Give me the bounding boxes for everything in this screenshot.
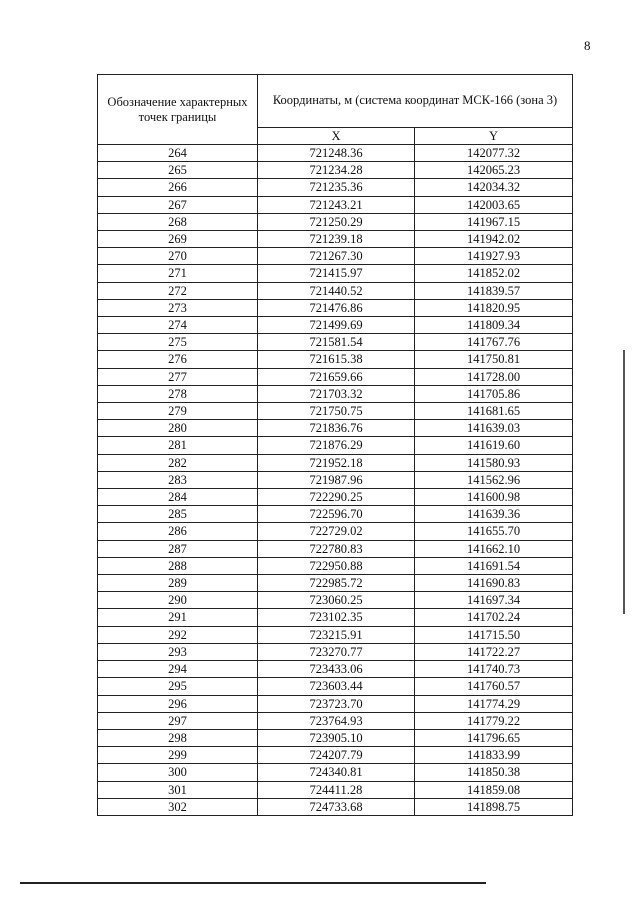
table-row <box>98 557 573 574</box>
point-number-cell: 300 <box>98 764 258 781</box>
point-number-cell: 281 <box>98 437 258 454</box>
x-coordinate-cell: 721243.21 <box>258 196 415 213</box>
point-number-cell: 267 <box>98 196 258 213</box>
y-coordinate-cell: 142077.32 <box>415 145 573 162</box>
y-coordinate-cell: 141697.34 <box>415 592 573 609</box>
x-coordinate-cell: 721615.38 <box>258 351 415 368</box>
point-number-cell: 291 <box>98 609 258 626</box>
point-number-cell: 294 <box>98 661 258 678</box>
table-row <box>98 781 573 798</box>
table-row <box>98 729 573 746</box>
x-coordinate-cell: 723102.35 <box>258 609 415 626</box>
x-coordinate-cell: 721659.66 <box>258 368 415 385</box>
y-coordinate-cell: 141681.65 <box>415 403 573 420</box>
point-number-cell: 296 <box>98 695 258 712</box>
point-number-cell: 274 <box>98 317 258 334</box>
x-coordinate-cell: 721267.30 <box>258 248 415 265</box>
y-coordinate-cell: 142034.32 <box>415 179 573 196</box>
point-number-cell: 277 <box>98 368 258 385</box>
table-row <box>98 420 573 437</box>
table-row <box>98 265 573 282</box>
x-coordinate-cell: 721415.97 <box>258 265 415 282</box>
point-number-cell: 280 <box>98 420 258 437</box>
point-number-cell: 302 <box>98 798 258 815</box>
point-number-cell: 287 <box>98 540 258 557</box>
y-coordinate-cell: 141705.86 <box>415 385 573 402</box>
point-number-cell: 282 <box>98 454 258 471</box>
point-number-cell: 289 <box>98 575 258 592</box>
table-row <box>98 317 573 334</box>
table-row <box>98 678 573 695</box>
x-coordinate-cell: 722985.72 <box>258 575 415 592</box>
x-coordinate-cell: 722729.02 <box>258 523 415 540</box>
table-row <box>98 299 573 316</box>
table-row <box>98 626 573 643</box>
point-number-cell: 279 <box>98 403 258 420</box>
x-coordinate-cell: 721750.75 <box>258 403 415 420</box>
x-coordinate-cell: 724733.68 <box>258 798 415 815</box>
point-number-cell: 292 <box>98 626 258 643</box>
y-coordinate-cell: 141850.38 <box>415 764 573 781</box>
x-coordinate-cell: 721440.52 <box>258 282 415 299</box>
y-coordinate-cell: 141796.65 <box>415 729 573 746</box>
margin-line <box>623 350 625 614</box>
y-coordinate-cell: 141809.34 <box>415 317 573 334</box>
table-row <box>98 609 573 626</box>
table-row <box>98 368 573 385</box>
point-number-cell: 278 <box>98 385 258 402</box>
y-coordinate-cell: 141927.93 <box>415 248 573 265</box>
point-number-cell: 301 <box>98 781 258 798</box>
x-coordinate-cell: 721952.18 <box>258 454 415 471</box>
y-coordinate-cell: 141967.15 <box>415 213 573 230</box>
table-row <box>98 540 573 557</box>
x-coordinate-cell: 723764.93 <box>258 712 415 729</box>
x-coordinate-cell: 724411.28 <box>258 781 415 798</box>
point-number-cell: 271 <box>98 265 258 282</box>
x-coordinate-cell: 721239.18 <box>258 231 415 248</box>
y-coordinate-cell: 141774.29 <box>415 695 573 712</box>
point-number-cell: 270 <box>98 248 258 265</box>
y-coordinate-cell: 141820.95 <box>415 299 573 316</box>
table-row <box>98 385 573 402</box>
x-coordinate-cell: 722596.70 <box>258 506 415 523</box>
x-coordinate-cell: 723060.25 <box>258 592 415 609</box>
header-coordinates: Координаты, м (система координат МСК-166 (зона 3) <box>258 75 573 128</box>
table-row <box>98 643 573 660</box>
footer-line <box>20 882 486 884</box>
table-row <box>98 403 573 420</box>
point-number-cell: 268 <box>98 213 258 230</box>
point-number-cell: 266 <box>98 179 258 196</box>
table-row <box>98 471 573 488</box>
y-coordinate-cell: 141722.27 <box>415 643 573 660</box>
x-coordinate-cell: 723215.91 <box>258 626 415 643</box>
point-number-cell: 286 <box>98 523 258 540</box>
point-number-cell: 299 <box>98 747 258 764</box>
table-row <box>98 282 573 299</box>
header-x: X <box>258 127 415 144</box>
y-coordinate-cell: 142003.65 <box>415 196 573 213</box>
y-coordinate-cell: 141639.36 <box>415 506 573 523</box>
point-number-cell: 290 <box>98 592 258 609</box>
x-coordinate-cell: 721250.29 <box>258 213 415 230</box>
x-coordinate-cell: 723603.44 <box>258 678 415 695</box>
point-number-cell: 276 <box>98 351 258 368</box>
table-row <box>98 196 573 213</box>
y-coordinate-cell: 141779.22 <box>415 712 573 729</box>
y-coordinate-cell: 142065.23 <box>415 162 573 179</box>
y-coordinate-cell: 141715.50 <box>415 626 573 643</box>
x-coordinate-cell: 721581.54 <box>258 334 415 351</box>
x-coordinate-cell: 721235.36 <box>258 179 415 196</box>
y-coordinate-cell: 141750.81 <box>415 351 573 368</box>
x-coordinate-cell: 721836.76 <box>258 420 415 437</box>
x-coordinate-cell: 724207.79 <box>258 747 415 764</box>
y-coordinate-cell: 141898.75 <box>415 798 573 815</box>
table-row <box>98 712 573 729</box>
table-row <box>98 506 573 523</box>
x-coordinate-cell: 722950.88 <box>258 557 415 574</box>
point-number-cell: 285 <box>98 506 258 523</box>
y-coordinate-cell: 141833.99 <box>415 747 573 764</box>
table-row <box>98 592 573 609</box>
point-number-cell: 269 <box>98 231 258 248</box>
point-number-cell: 264 <box>98 145 258 162</box>
table-row <box>98 162 573 179</box>
point-number-cell: 297 <box>98 712 258 729</box>
y-coordinate-cell: 141639.03 <box>415 420 573 437</box>
page-number: 8 <box>584 38 591 53</box>
coordinates-table <box>97 74 573 816</box>
point-number-cell: 272 <box>98 282 258 299</box>
x-coordinate-cell: 721499.69 <box>258 317 415 334</box>
table-row <box>98 575 573 592</box>
table-row <box>98 179 573 196</box>
y-coordinate-cell: 141942.02 <box>415 231 573 248</box>
y-coordinate-cell: 141655.70 <box>415 523 573 540</box>
x-coordinate-cell: 721476.86 <box>258 299 415 316</box>
point-number-cell: 288 <box>98 557 258 574</box>
point-number-cell: 293 <box>98 643 258 660</box>
table-row <box>98 213 573 230</box>
table-row <box>98 351 573 368</box>
table-row <box>98 695 573 712</box>
table-row <box>98 798 573 815</box>
table-row <box>98 248 573 265</box>
table-row <box>98 764 573 781</box>
x-coordinate-cell: 721703.32 <box>258 385 415 402</box>
x-coordinate-cell: 721987.96 <box>258 471 415 488</box>
y-coordinate-cell: 141702.24 <box>415 609 573 626</box>
x-coordinate-cell: 723270.77 <box>258 643 415 660</box>
y-coordinate-cell: 141562.96 <box>415 471 573 488</box>
x-coordinate-cell: 723723.70 <box>258 695 415 712</box>
table-row <box>98 231 573 248</box>
point-number-cell: 265 <box>98 162 258 179</box>
y-coordinate-cell: 141760.57 <box>415 678 573 695</box>
y-coordinate-cell: 141852.02 <box>415 265 573 282</box>
header-y: Y <box>415 127 573 144</box>
table-row <box>98 523 573 540</box>
table-row <box>98 454 573 471</box>
table-body <box>98 145 573 816</box>
x-coordinate-cell: 724340.81 <box>258 764 415 781</box>
header-designation: Обозначение характерных точек границы <box>98 75 258 145</box>
x-coordinate-cell: 722780.83 <box>258 540 415 557</box>
table-row <box>98 437 573 454</box>
x-coordinate-cell: 722290.25 <box>258 489 415 506</box>
table-row <box>98 489 573 506</box>
x-coordinate-cell: 723905.10 <box>258 729 415 746</box>
y-coordinate-cell: 141839.57 <box>415 282 573 299</box>
y-coordinate-cell: 141767.76 <box>415 334 573 351</box>
y-coordinate-cell: 141728.00 <box>415 368 573 385</box>
y-coordinate-cell: 141580.93 <box>415 454 573 471</box>
point-number-cell: 295 <box>98 678 258 695</box>
x-coordinate-cell: 721248.36 <box>258 145 415 162</box>
y-coordinate-cell: 141740.73 <box>415 661 573 678</box>
y-coordinate-cell: 141859.08 <box>415 781 573 798</box>
table-row <box>98 747 573 764</box>
x-coordinate-cell: 721876.29 <box>258 437 415 454</box>
point-number-cell: 298 <box>98 729 258 746</box>
point-number-cell: 275 <box>98 334 258 351</box>
y-coordinate-cell: 141691.54 <box>415 557 573 574</box>
table-row <box>98 145 573 162</box>
point-number-cell: 284 <box>98 489 258 506</box>
table-row <box>98 661 573 678</box>
table-row <box>98 334 573 351</box>
y-coordinate-cell: 141662.10 <box>415 540 573 557</box>
point-number-cell: 273 <box>98 299 258 316</box>
x-coordinate-cell: 721234.28 <box>258 162 415 179</box>
y-coordinate-cell: 141619.60 <box>415 437 573 454</box>
x-coordinate-cell: 723433.06 <box>258 661 415 678</box>
y-coordinate-cell: 141600.98 <box>415 489 573 506</box>
y-coordinate-cell: 141690.83 <box>415 575 573 592</box>
point-number-cell: 283 <box>98 471 258 488</box>
